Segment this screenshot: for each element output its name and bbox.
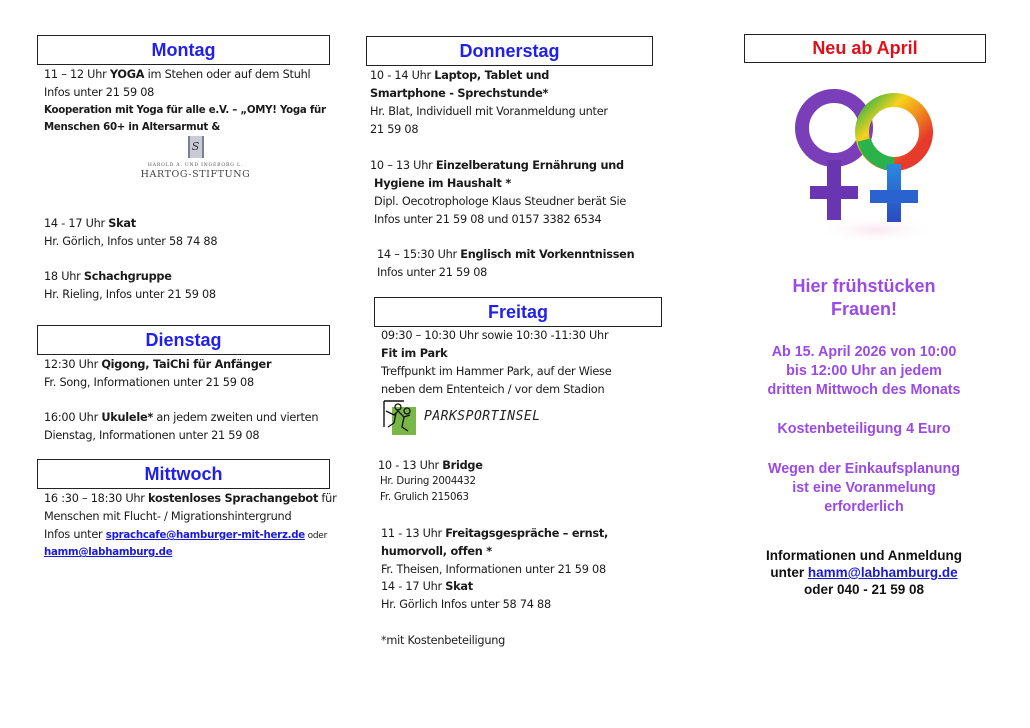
laptop-line-1: [370, 67, 549, 85]
heading-dienstag: [37, 325, 330, 355]
heading-montag-text: Montag: [151, 40, 216, 60]
gespr-name-1: Freitagsgespräche – ernst,: [445, 527, 609, 540]
hartog-logo-mark: [188, 136, 204, 158]
engl-time: 14 – 15:30 Uhr: [377, 248, 461, 261]
gespr-line-1: [381, 525, 608, 543]
yoga-time: 11 – 12 Uhr: [44, 68, 110, 81]
qigong-name: Qigong, TaiChi für Anfänger: [101, 358, 272, 371]
skat-info: Hr. Görlich, Infos unter 58 74 88: [44, 235, 218, 248]
bridge-info-2: Fr. Grulich 215063: [380, 492, 469, 503]
montag-skat-line: [44, 215, 136, 233]
heading-mittwoch-text: Mittwoch: [144, 464, 223, 484]
laptop-name-2: Smartphone - Sprechstunde*: [370, 87, 549, 100]
montag-yoga-line: [44, 66, 310, 84]
ern-time: 10 – 13 Uhr: [370, 159, 436, 172]
heading-freitag: [374, 297, 662, 327]
running-figures-icon: [382, 399, 416, 435]
date-line-2: bis 12:00 Uhr an jedem: [786, 363, 942, 379]
headline-line-2: Frauen!: [830, 299, 897, 319]
headline: [744, 275, 984, 321]
date-info: [740, 343, 988, 400]
yoga-info: Infos unter 21 59 08: [44, 86, 155, 99]
freitag-skat-line: [381, 578, 473, 596]
sprach-line-2: Menschen mit Flucht- / Migrationshintergrund: [44, 510, 292, 523]
contact-line-2: [740, 564, 988, 581]
gespr-name-2: humorvoll, offen *: [381, 545, 492, 558]
qigong-time: 12:30 Uhr: [44, 358, 102, 371]
ern-line-1: [370, 157, 624, 175]
heading-freitag-text: Freitag: [487, 302, 548, 322]
dienstag-qigong-line: [44, 356, 271, 374]
freitag-skat-time: 14 - 17 Uhr: [381, 580, 446, 593]
engl-line: [377, 246, 634, 264]
schach-name: Schachgruppe: [83, 270, 172, 283]
hartog-logo-letter: S: [191, 140, 200, 153]
freitag-skat-name: Skat: [445, 580, 473, 593]
fit-time: 09:30 – 10:30 Uhr sowie 10:30 -11:30 Uhr: [381, 329, 609, 342]
schach-time: 18 Uhr: [44, 270, 84, 283]
qigong-info: Fr. Song, Informationen unter 21 59 08: [44, 376, 254, 389]
gespr-info: Fr. Theisen, Informationen unter 21 59 08: [381, 563, 606, 576]
hartog-logo-name: HARTOG-STIFTUNG: [140, 169, 251, 180]
koop-line-1: Kooperation mit Yoga für alle e.V. – „OMY! Yoga für: [44, 105, 326, 116]
bridge-info-1: Hr. During 2004432: [380, 476, 476, 487]
ern-info-1: Dipl. Oecotrophologe Klaus Steudner berät Sie: [374, 195, 627, 208]
registration-note: [740, 460, 988, 517]
parksportinsel-logo: [382, 399, 582, 439]
parksportinsel-logo-mark: [382, 399, 416, 435]
laptop-time: 10 - 14 Uhr: [370, 69, 435, 82]
ukulele-rest: an jedem zweiten und vierten: [153, 411, 319, 424]
venus-symbols-icon: [782, 80, 962, 240]
sprach-rest: für: [318, 492, 337, 505]
heading-dienstag-text: Dienstag: [145, 330, 222, 350]
laptop-info-1: Hr. Blat, Individuell mit Voranmeldung unter: [370, 105, 608, 118]
contact-line-1: Informationen und Anmeldung: [766, 548, 962, 563]
contact-line-3: oder 040 - 21 59 08: [803, 582, 925, 597]
gespr-time: 11 - 13 Uhr: [381, 527, 446, 540]
heading-montag: [37, 35, 330, 65]
sprachcafe-email-link[interactable]: sprachcafe@hamburger-mit-herz.de: [105, 530, 305, 541]
heading-donnerstag-text: Donnerstag: [459, 41, 560, 61]
engl-info: Infos unter 21 59 08: [377, 266, 488, 279]
freitag-skat-info: Hr. Görlich Infos unter 58 74 88: [381, 598, 551, 611]
bridge-time: 10 - 13 Uhr: [378, 459, 443, 472]
fit-name: Fit im Park: [381, 347, 448, 360]
fit-info-1: Treffpunkt im Hammer Park, auf der Wiese: [381, 365, 612, 378]
heading-donnerstag: [366, 36, 653, 66]
hartog-logo-subtitle: HAROLD A. UND INGEBORG L.: [147, 163, 244, 168]
date-line-3: dritten Mittwoch des Monats: [767, 382, 961, 398]
montag-schach-line: [44, 268, 172, 286]
skat-time: 14 - 17 Uhr: [44, 217, 109, 230]
footnote-kostenbeteiligung: *mit Kostenbeteiligung: [381, 634, 506, 647]
koop-line-2: Menschen 60+ in Altersarmut &: [44, 122, 220, 133]
ern-info-2: Infos unter 21 59 08 und 0157 3382 6534: [374, 213, 602, 226]
headline-line-1: Hier frühstücken: [792, 276, 936, 296]
note-line-3: erforderlich: [824, 499, 904, 515]
ukulele-name: Ukulele*: [101, 411, 154, 424]
yoga-name: YOGA: [109, 68, 145, 81]
engl-name: Englisch mit Vorkenntnissen: [460, 248, 635, 261]
mittwoch-sprach-line: [44, 490, 336, 508]
laptop-info-2: 21 59 08: [370, 123, 419, 136]
schach-info: Hr. Rieling, Infos unter 21 59 08: [44, 288, 216, 301]
laptop-name-1: Laptop, Tablet und: [434, 69, 550, 82]
sprach-info-prefix: Infos unter: [44, 528, 106, 541]
contact-email-link[interactable]: hamm@labhamburg.de: [807, 565, 958, 580]
ern-name-2: Hygiene im Haushalt *: [374, 177, 512, 190]
fit-info-2: neben dem Ententeich / vor dem Stadion: [381, 383, 605, 396]
heading-neu-text: Neu ab April: [812, 38, 918, 58]
female-symbols-illustration: [782, 80, 962, 240]
note-line-1: Wegen der Einkaufsplanung: [768, 461, 960, 477]
ukulele-info: Dienstag, Informationen unter 21 59 08: [44, 429, 260, 442]
parksportinsel-logo-text: PARKSPORTINSEL: [424, 409, 541, 424]
labhamburg-email-link[interactable]: hamm@labhamburg.de: [44, 547, 173, 558]
ern-name-1: Einzelberatung Ernährung und: [435, 159, 624, 172]
bridge-line: [378, 457, 483, 475]
cost-info: Kostenbeteiligung 4 Euro: [777, 421, 951, 437]
heading-neu-ab-april: [744, 34, 986, 63]
yoga-rest: im Stehen oder auf dem Stuhl: [144, 68, 311, 81]
sprach-oder: oder: [304, 531, 328, 541]
skat-name: Skat: [108, 217, 136, 230]
contact-prefix: unter: [770, 565, 808, 580]
sprach-time: 16 :30 – 18:30 Uhr: [44, 492, 149, 505]
note-line-2: ist eine Voranmelung: [792, 480, 936, 496]
heading-mittwoch: [37, 459, 330, 489]
contact-info: [740, 547, 988, 598]
sprach-name: kostenloses Sprachangebot: [148, 492, 319, 505]
hartog-stiftung-logo: [138, 136, 253, 188]
bridge-name: Bridge: [442, 459, 483, 472]
ukulele-time: 16:00 Uhr: [44, 411, 102, 424]
dienstag-ukulele-line: [44, 409, 318, 427]
date-line-1: Ab 15. April 2026 von 10:00: [771, 344, 957, 360]
